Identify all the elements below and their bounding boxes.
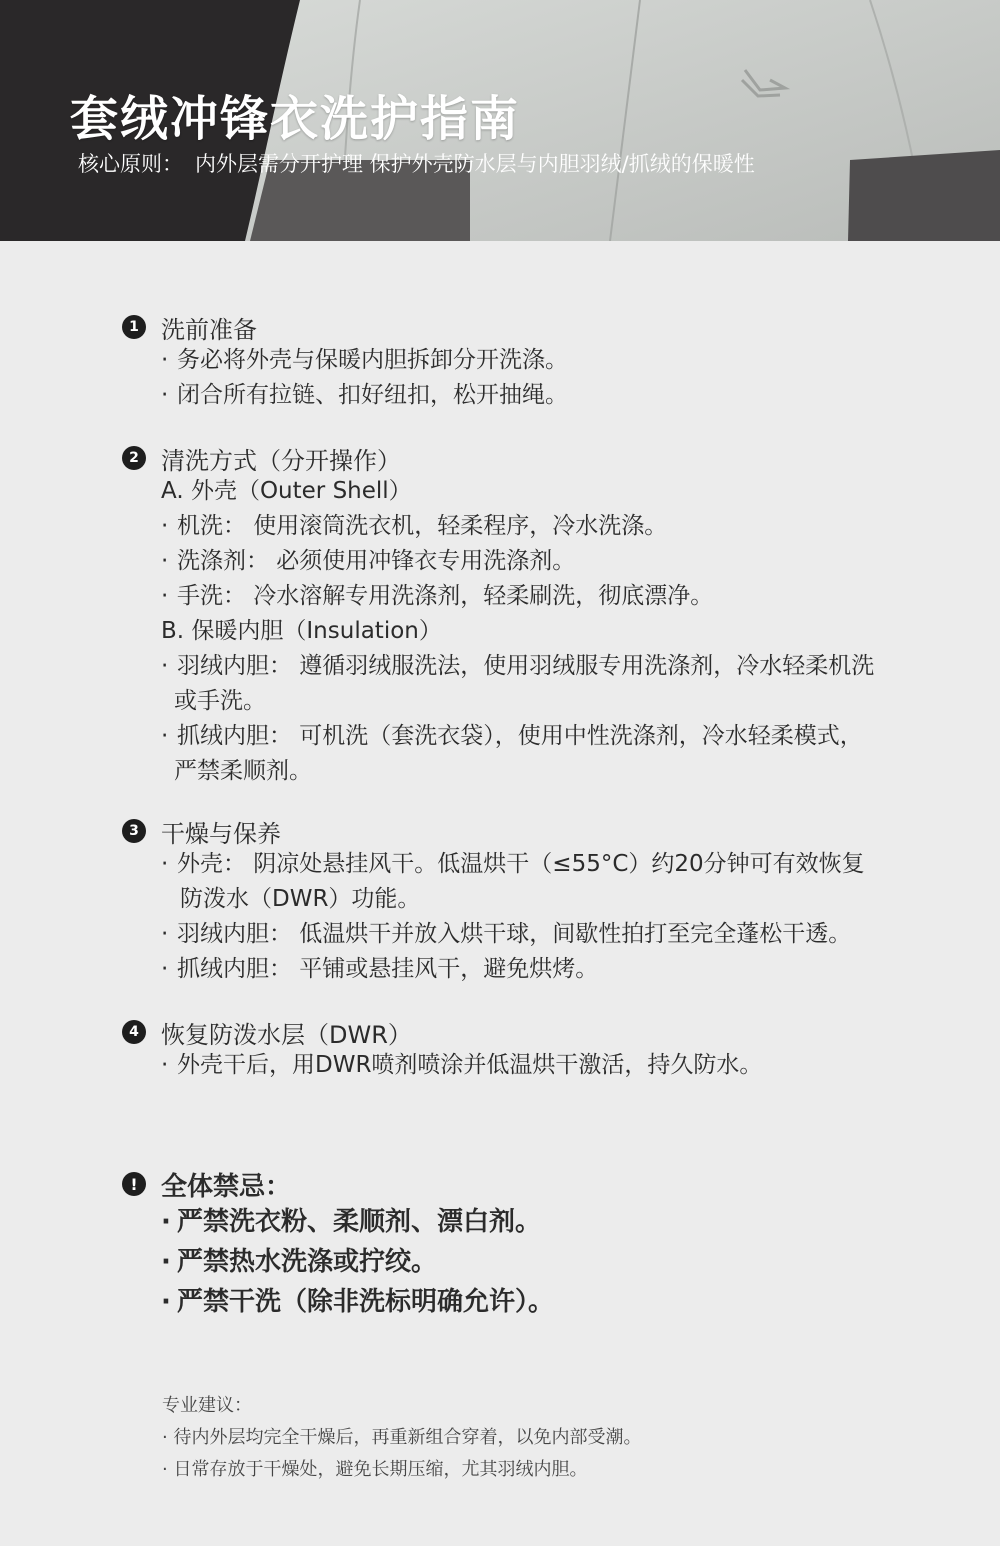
list-item: · 务必将外壳与保暖内胆拆卸分开洗涤。 (161, 347, 568, 373)
section-heading (122, 815, 982, 847)
subtitle-text: 内外层需分开护理 保护外壳防水层与内胆羽绒/抓绒的保暖性 (195, 152, 755, 176)
section-wash-method (122, 442, 982, 789)
section-title: 恢复防泼水层（DWR） (161, 1020, 412, 1049)
warnings-title: 全体禁忌： (161, 1171, 292, 1202)
section-title: 洗前准备 (161, 315, 257, 344)
header-banner (0, 0, 1000, 241)
section-heading (122, 1016, 982, 1048)
list-item: · 闭合所有拉链、扣好纽扣，松开抽绳。 (161, 382, 568, 408)
number-badge: 3 (122, 819, 146, 843)
tip-item: · 日常存放于干燥处，避免长期压缩，尤其羽绒内胆。 (162, 1459, 588, 1480)
list-item: · 羽绒内胆： 遵循羽绒服洗法，使用羽绒服专用洗涤剂，冷水轻柔机洗 (161, 653, 875, 679)
warning-item: · 严禁热水洗涤或拧绞。 (161, 1247, 438, 1277)
section-warnings (122, 1166, 982, 1322)
section-tips (162, 1390, 641, 1486)
list-item: · 羽绒内胆： 低温烘干并放入烘干球，间歇性拍打至完全蓬松干透。 (161, 921, 852, 947)
list-item-continuation: 严禁柔顺剂。 (174, 758, 312, 784)
list-item: · 抓绒内胆： 平铺或悬挂风干，避免烘烤。 (161, 956, 599, 982)
section-heading (122, 442, 982, 474)
section-title: 干燥与保养 (161, 819, 281, 848)
section-prewash (122, 311, 982, 413)
warning-item: · 严禁洗衣粉、柔顺剂、漂白剂。 (161, 1207, 542, 1237)
number-badge: 2 (122, 446, 146, 470)
tip-item: · 待内外层均完全干燥后，再重新组合穿着，以免内部受潮。 (162, 1427, 642, 1448)
list-item: · 外壳干后，用DWR喷剂喷涂并低温烘干激活，持久防水。 (161, 1052, 763, 1078)
section-title: 清洗方式（分开操作） (161, 446, 401, 475)
number-badge: 4 (122, 1020, 146, 1044)
page-subtitle (78, 148, 755, 178)
section-heading (122, 1166, 982, 1202)
subheading-outer-shell: A. 外壳（Outer Shell） (161, 478, 412, 504)
list-item-continuation: 防泼水（DWR）功能。 (180, 886, 421, 912)
number-badge: 1 (122, 315, 146, 339)
list-item: · 抓绒内胆： 可机洗（套洗衣袋），使用中性洗涤剂，冷水轻柔模式， (161, 723, 863, 749)
warning-item: · 严禁干洗（除非洗标明确允许）。 (161, 1287, 555, 1317)
section-dwr (122, 1016, 982, 1083)
page-title: 套绒冲锋衣洗护指南 (70, 91, 521, 147)
list-item-continuation: 或手洗。 (174, 688, 266, 714)
list-item: · 机洗： 使用滚筒洗衣机，轻柔程序，冷水洗涤。 (161, 513, 668, 539)
list-item: · 洗涤剂： 必须使用冲锋衣专用洗涤剂。 (161, 548, 576, 574)
section-heading (122, 311, 982, 343)
list-item: · 外壳： 阴凉处悬挂风干。低温烘干（≤55°C）约20分钟可有效恢复 (161, 851, 865, 877)
warning-icon: ! (122, 1172, 146, 1196)
subheading-insulation: B. 保暖内胆（Insulation） (161, 618, 442, 644)
list-item: · 手洗： 冷水溶解专用洗涤剂，轻柔刷洗，彻底漂净。 (161, 583, 714, 609)
subtitle-label: 核心原则： (78, 152, 183, 176)
section-drying (122, 815, 982, 987)
tips-title: 专业建议： (162, 1395, 252, 1416)
